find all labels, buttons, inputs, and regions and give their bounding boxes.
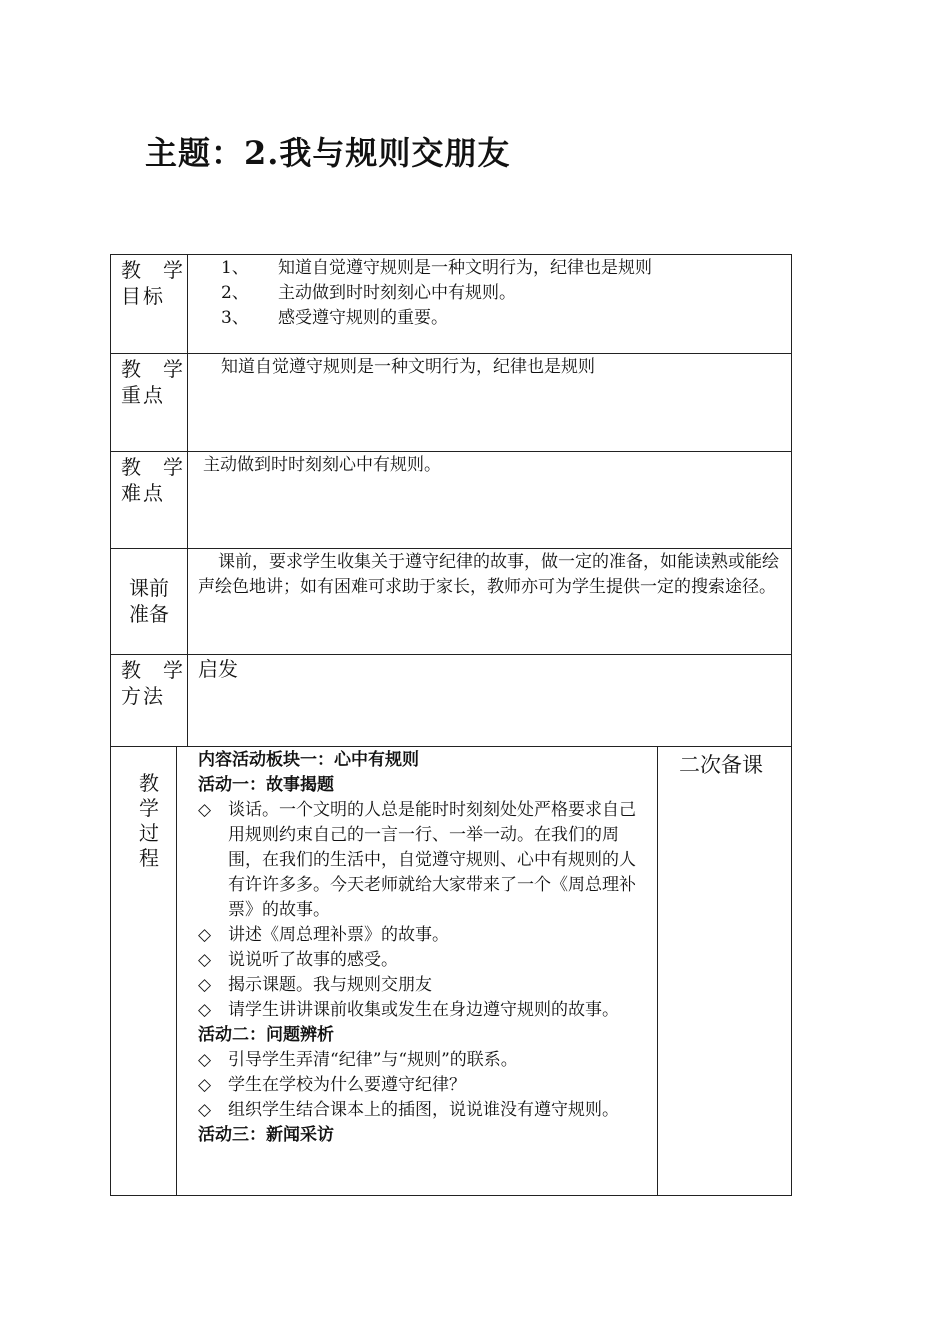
- list-item: [198, 1048, 648, 1073]
- row-teaching-goals: [110, 254, 792, 354]
- list-item-text: 请学生讲讲课前收集或发生在身边遵守规则的故事。: [228, 1000, 619, 1020]
- difficulties-content: [189, 452, 791, 548]
- module-title: 内容活动板块一：心中有规则: [198, 750, 419, 770]
- label-char: 方: [121, 684, 141, 708]
- activity-title: 活动一：故事揭题: [198, 775, 334, 795]
- activity-title: 活动三：新闻采访: [198, 1125, 334, 1145]
- key-points-content: [189, 354, 791, 451]
- diamond-bullet-icon: ◇: [198, 950, 212, 970]
- list-item: [198, 798, 648, 923]
- label-char: 程: [139, 846, 159, 870]
- label-char: 学: [139, 796, 159, 820]
- label-char: 教: [121, 658, 141, 682]
- difficulties-text: 主动做到时时刻刻心中有规则。: [203, 455, 441, 475]
- label-char: 点: [143, 383, 163, 407]
- goal-number: 1、: [221, 258, 249, 278]
- row-process: [110, 746, 792, 1196]
- label-char: 法: [143, 684, 163, 708]
- key-points-text: 知道自觉遵守规则是一种文明行为，纪律也是规则: [221, 357, 595, 377]
- list-item: [198, 923, 648, 948]
- row-label: [111, 354, 188, 451]
- goal-item: [189, 306, 791, 331]
- label-char: 过: [139, 821, 159, 845]
- row-label: [111, 255, 188, 353]
- list-item: [198, 1073, 648, 1098]
- label-char: 重: [121, 383, 141, 407]
- method-text: 启发: [198, 657, 238, 681]
- label-line: 课前: [129, 576, 169, 600]
- label-char: 学: [163, 455, 183, 479]
- label-char: 教: [121, 258, 141, 282]
- label-char: 难: [121, 481, 141, 505]
- row-label: [111, 452, 188, 548]
- diamond-bullet-icon: ◇: [198, 1000, 212, 1020]
- label-char: 学: [163, 658, 183, 682]
- second-preparation-column: [659, 747, 791, 1195]
- diamond-bullet-icon: ◇: [198, 925, 212, 945]
- page-title: 主题：2.我与规则交朋友: [145, 134, 511, 172]
- list-item-text: 说说听了故事的感受。: [228, 950, 398, 970]
- list-item-text: 学生在学校为什么要遵守纪律？: [228, 1075, 466, 1095]
- row-difficulties: [110, 451, 792, 549]
- list-item: [198, 948, 648, 973]
- second-preparation-label: 二次备课: [679, 753, 763, 777]
- list-item-text: 组织学生结合课本上的插图，说说谁没有遵守规则。: [228, 1100, 619, 1120]
- diamond-bullet-icon: ◇: [198, 1075, 212, 1095]
- list-item-text: 谈话。一个文明的人总是能时时刻刻处处严格要求自己用规则约束自己的一言一行、一举一动。在我们的周围，在我们的生活中，自觉遵守规则、心中有规则的人有许许多多。今天老师就给大家带来了一个《周总理补票》的故事。: [228, 800, 636, 920]
- goal-number: 2、: [221, 283, 249, 303]
- goal-number: 3、: [221, 308, 249, 328]
- diamond-bullet-icon: ◇: [198, 800, 212, 820]
- list-item: [198, 973, 648, 998]
- preparation-text: 课前，要求学生收集关于遵守纪律的故事，做一定的准备，如能读熟或能绘声绘色地讲；如有困难可求助于家长，教师亦可为学生提供一定的搜索途径。: [198, 552, 779, 597]
- label-char: 学: [163, 357, 183, 381]
- list-item-text: 引导学生弄清“纪律”与“规则”的联系。: [228, 1050, 518, 1070]
- process-content: [178, 747, 658, 1195]
- row-label: [111, 747, 177, 1195]
- list-item-text: 讲述《周总理补票》的故事。: [228, 925, 449, 945]
- method-content: [189, 655, 791, 746]
- diamond-bullet-icon: ◇: [198, 975, 212, 995]
- row-preparation: [110, 548, 792, 655]
- row-label: [111, 549, 188, 654]
- goal-item: [189, 281, 791, 306]
- label-line: 准备: [129, 602, 169, 626]
- activity-title: 活动二：问题辨析: [198, 1025, 334, 1045]
- goals-content: [189, 255, 791, 353]
- list-item: [198, 1098, 648, 1123]
- list-item-text: 揭示课题。我与规则交朋友: [228, 975, 432, 995]
- list-item: [198, 998, 648, 1023]
- preparation-content: [189, 549, 791, 654]
- label-char: 学: [163, 258, 183, 282]
- label-char: 教: [121, 455, 141, 479]
- row-key-points: [110, 353, 792, 452]
- row-label: [111, 655, 188, 746]
- label-char: 点: [143, 481, 163, 505]
- label-char: 教: [139, 771, 159, 795]
- diamond-bullet-icon: ◇: [198, 1100, 212, 1120]
- row-method: [110, 654, 792, 747]
- label-char: 教: [121, 357, 141, 381]
- goal-item: [189, 256, 791, 281]
- goal-text: 主动做到时时刻刻心中有规则。: [278, 283, 516, 303]
- goal-text: 感受遵守规则的重要。: [278, 308, 448, 328]
- label-char: 目: [121, 284, 141, 308]
- goal-text: 知道自觉遵守规则是一种文明行为，纪律也是规则: [278, 258, 652, 278]
- label-char: 标: [143, 284, 163, 308]
- diamond-bullet-icon: ◇: [198, 1050, 212, 1070]
